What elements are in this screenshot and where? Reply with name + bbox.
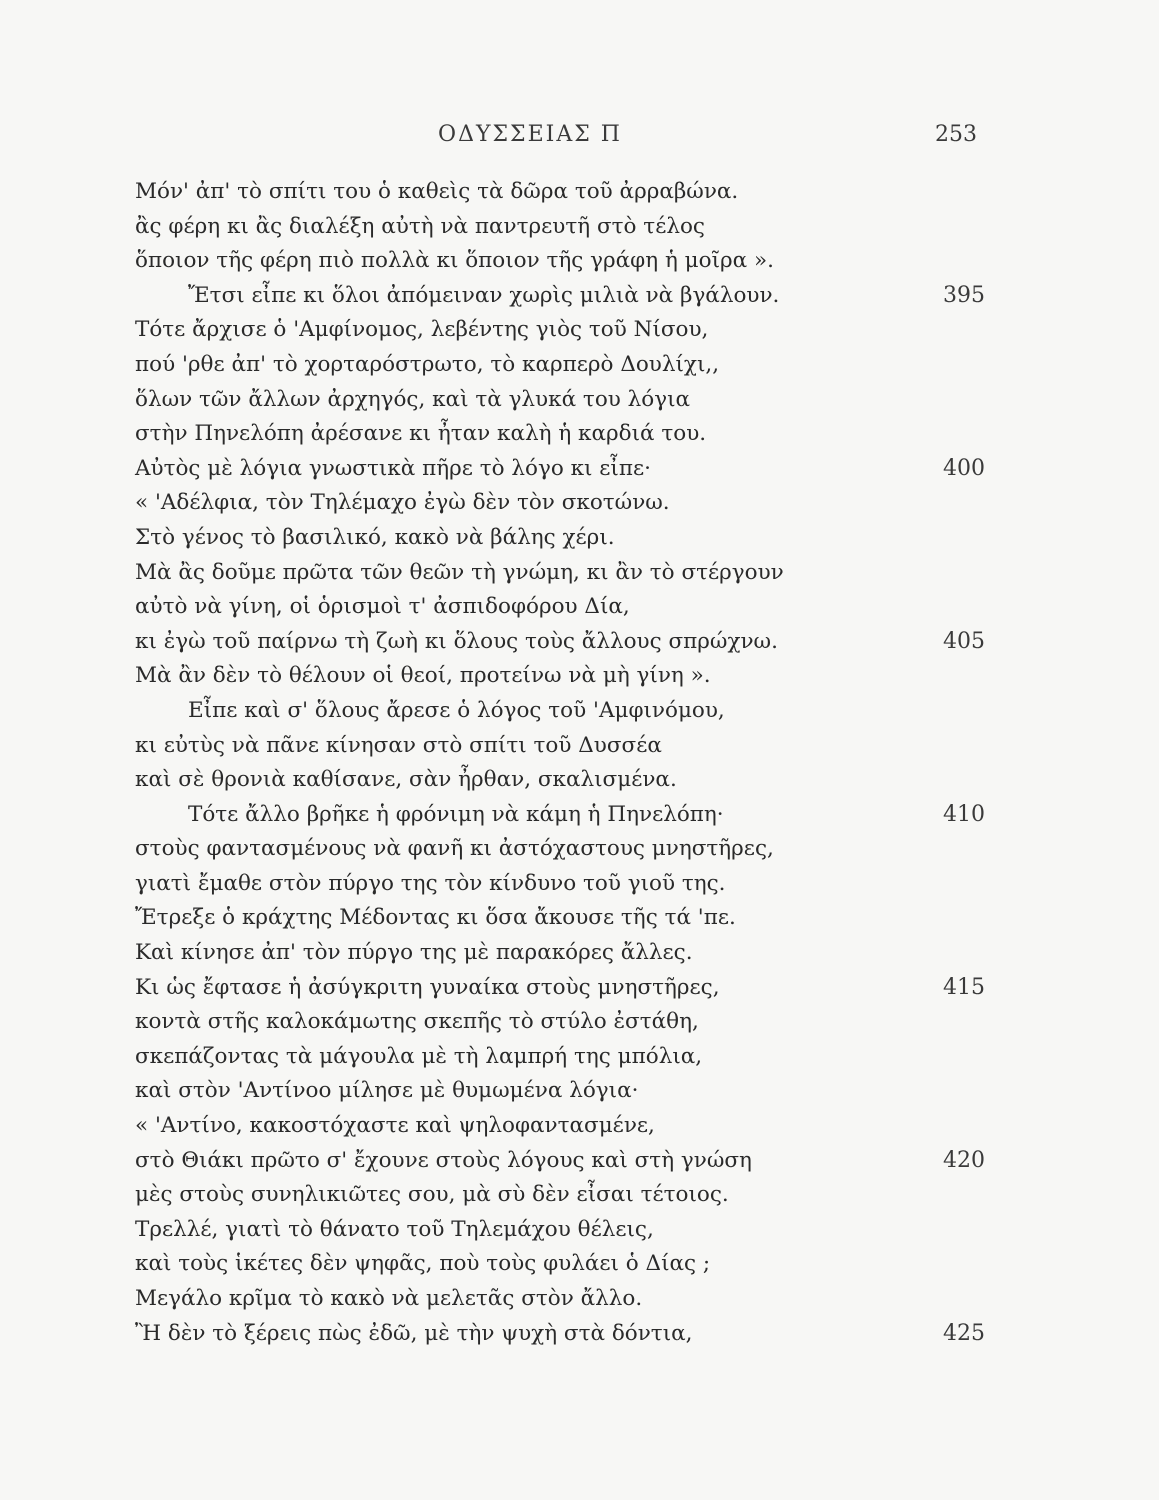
- verse-text: Τρελλέ, γιατὶ τὸ θάνατο τοῦ Τηλεμάχου θέλεις,: [135, 1216, 654, 1242]
- running-title: ΟΔΥΣΣΕΙΑΣ Π: [438, 122, 622, 147]
- verse-text: Ἔτρεξε ὁ κράχτης Μέδοντας κι ὅσα ἄκουσε τῆς τά 'πε.: [135, 905, 736, 931]
- verse-line: [135, 1144, 985, 1179]
- verse-text: σκεπάζοντας τὰ μάγουλα μὲ τὴ λαμπρή της μπόλια,: [135, 1043, 703, 1069]
- verse-line: [135, 659, 985, 694]
- verse-line: [135, 210, 985, 245]
- verse-line: [135, 244, 985, 279]
- verse-text: ἂς φέρη κι ἂς διαλέξη αὐτὴ νὰ παντρευτῆ στὸ τέλος: [135, 213, 705, 239]
- verse-text: καὶ στὸν 'Αντίνοο μίλησε μὲ θυμωμένα λόγια·: [135, 1078, 639, 1104]
- verse-text: γιατὶ ἔμαθε στὸν πύργο της τὸν κίνδυνο τοῦ γιοῦ της.: [135, 870, 726, 896]
- line-number: 405: [943, 628, 985, 654]
- verse-line: [135, 417, 985, 452]
- verse-text: Μόν' ἀπ' τὸ σπίτι του ὁ καθεὶς τὰ δῶρα τοῦ ἀρραβώνα.: [135, 179, 739, 204]
- verse-line: [135, 590, 985, 625]
- verse-text: Τότε ἄρχισε ὁ 'Αμφίνομος, λεβέντης γιὸς τοῦ Νίσου,: [135, 317, 709, 343]
- verse-line: [135, 763, 985, 798]
- verse-text: « 'Αντίνο, κακοστόχαστε καὶ ψηλοφαντασμένε,: [135, 1113, 655, 1139]
- verse-line: [135, 1213, 985, 1248]
- verse-text: Μεγάλο κρῖμα τὸ κακὸ νὰ μελετᾶς στὸν ἄλλο.: [135, 1286, 643, 1311]
- verse-text: ὅποιον τῆς φέρη πιὸ πολλὰ κι ὅποιον τῆς γράφη ἡ μοῖρα ».: [135, 248, 774, 274]
- verse-line: [135, 279, 985, 314]
- verse-text: στοὺς φαντασμένους νὰ φανῆ κι ἀστόχαστους μνηστῆρες,: [135, 836, 774, 862]
- verse-text: καὶ σὲ θρονιὰ καθίσανε, σὰν ἦρθαν, σκαλισμένα.: [135, 767, 677, 793]
- verse-line: [135, 348, 985, 383]
- verse-line: [135, 452, 985, 487]
- verse-text: Αὐτὸς μὲ λόγια γνωστικὰ πῆρε τὸ λόγο κι εἶπε·: [135, 455, 651, 481]
- verse-text: Καὶ κίνησε ἀπ' τὸν πύργο της μὲ παρακόρες ἄλλες.: [135, 940, 693, 966]
- verse-text: κοντὰ στῆς καλοκάμωτης σκεπῆς τὸ στύλο ἐστάθη,: [135, 1009, 699, 1035]
- verse-line: [135, 1317, 985, 1352]
- verse-line: [135, 832, 985, 867]
- verse-line: [135, 1074, 985, 1109]
- verse-line: [135, 798, 985, 833]
- verse-text: μὲς στοὺς συνηλικιῶτες σου, μὰ σὺ δὲν εἶσαι τέτοιος.: [135, 1182, 729, 1208]
- verse-line: [135, 383, 985, 418]
- verse-text: Μὰ ἂν δὲν τὸ θέλουν οἱ θεοί, προτείνω νὰ μὴ γίνη ».: [135, 663, 711, 689]
- verse-line: [135, 1109, 985, 1144]
- line-number: 420: [943, 1147, 985, 1173]
- verse-text: στὸ Θιάκι πρῶτο σ' ἔχουνε στοὺς λόγους καὶ στὴ γνώση: [135, 1147, 752, 1173]
- verse-text: πού 'ρθε ἀπ' τὸ χορταρόστρωτο, τὸ καρπερὸ Δουλίχι,,: [135, 351, 720, 377]
- verse-line: [135, 1247, 985, 1282]
- verse-line: [135, 313, 985, 348]
- verse-text: Ἢ δὲν τὸ ξέρεις πὼς ἐδῶ, μὲ τὴν ψυχὴ στὰ δόντια,: [135, 1320, 693, 1346]
- verse-text: ὅλων τῶν ἄλλων ἀρχηγός, καὶ τὰ γλυκά του λόγια: [135, 386, 691, 412]
- verse-text: αὐτὸ νὰ γίνη, οἱ ὁρισμοὶ τ' ἀσπιδοφόρου Δία,: [135, 594, 630, 620]
- verse-block: [135, 175, 985, 1351]
- page-number: 253: [935, 122, 977, 147]
- verse-text: Μὰ ἂς δοῦμε πρῶτα τῶν θεῶν τὴ γνώμη, κι ἂν τὸ στέργουν: [135, 559, 784, 585]
- verse-line: [135, 694, 985, 729]
- verse-text: Τότε ἄλλο βρῆκε ἡ φρόνιμη νὰ κάμη ἡ Πηνελόπη·: [188, 801, 724, 827]
- verse-text: Κι ὡς ἔφτασε ἡ ἀσύγκριτη γυναίκα στοὺς μνηστῆρες,: [135, 974, 720, 1000]
- verse-text: « 'Αδέλφια, τὸν Τηλέμαχο ἐγὼ δὲν τὸν σκοτώνω.: [135, 490, 670, 516]
- line-number: 410: [943, 801, 985, 827]
- verse-line: [135, 175, 985, 210]
- line-number: 415: [943, 974, 985, 1000]
- verse-line: [135, 1178, 985, 1213]
- verse-line: [135, 729, 985, 764]
- verse-line: [135, 625, 985, 660]
- verse-text: καὶ τοὺς ἱκέτες δὲν ψηφᾶς, ποὺ τοὺς φυλάει ὁ Δίας ;: [135, 1251, 711, 1277]
- verse-text: στὴν Πηνελόπη ἀρέσανε κι ἦταν καλὴ ἡ καρδιά του.: [135, 421, 707, 447]
- verse-line: [135, 1005, 985, 1040]
- line-number: 400: [943, 455, 985, 481]
- verse-line: [135, 901, 985, 936]
- verse-line: [135, 971, 985, 1006]
- line-number: 425: [943, 1320, 985, 1346]
- verse-text: κι ἐγὼ τοῦ παίρνω τὴ ζωὴ κι ὅλους τοὺς ἄλλους σπρώχνω.: [135, 628, 778, 654]
- verse-text: Εἶπε καὶ σ' ὅλους ἄρεσε ὁ λόγος τοῦ 'Αμφινόμου,: [188, 697, 725, 723]
- verse-text: Ἔτσι εἶπε κι ὅλοι ἀπόμειναν χωρὶς μιλιὰ νὰ βγάλουν.: [188, 282, 780, 308]
- verse-text: κι εὐτὺς νὰ πᾶνε κίνησαν στὸ σπίτι τοῦ Δυσσέα: [135, 732, 662, 758]
- verse-text: Στὸ γένος τὸ βασιλικό, κακὸ νὰ βάλης χέρι.: [135, 524, 615, 550]
- verse-line: [135, 936, 985, 971]
- verse-line: [135, 867, 985, 902]
- verse-line: [135, 521, 985, 556]
- verse-line: [135, 1282, 985, 1317]
- verse-line: [135, 556, 985, 591]
- verse-line: [135, 486, 985, 521]
- line-number: 395: [943, 282, 985, 308]
- verse-line: [135, 1040, 985, 1075]
